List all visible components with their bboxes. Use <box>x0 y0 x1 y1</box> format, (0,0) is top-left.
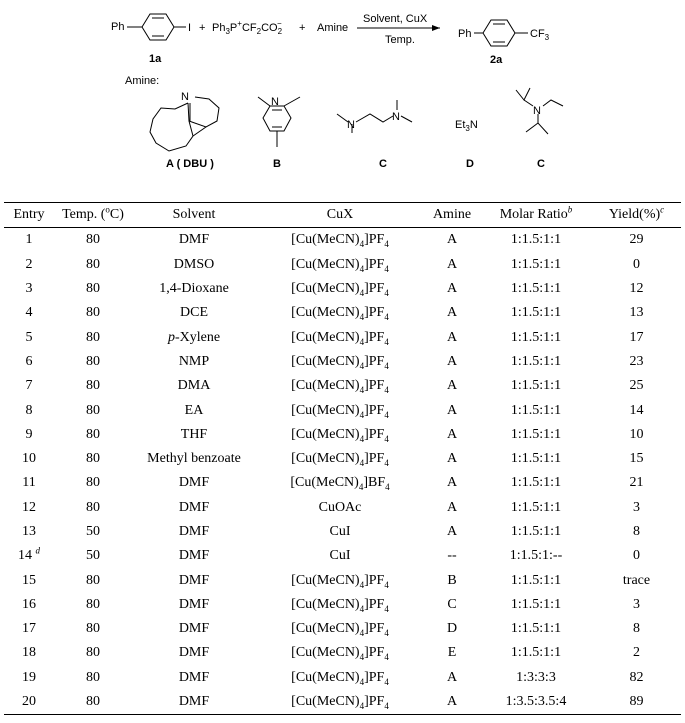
cell-amine: A <box>446 329 458 345</box>
cell-entry: 18 <box>22 645 36 661</box>
cell-temp: 80 <box>86 329 100 345</box>
cell-yield: 25 <box>629 378 644 394</box>
cell-amine: A <box>446 378 458 394</box>
cell-molar-ratio: 1:1.5:1:1 <box>510 451 562 467</box>
cell-molar-ratio: 1:1.5:1:1 <box>510 402 562 418</box>
cell-amine: A <box>446 669 458 685</box>
cell-temp: 80 <box>86 596 100 612</box>
reactant-iodine-text: I <box>188 22 192 34</box>
cell-cux: CuOAc <box>318 499 362 515</box>
cell-yield: 21 <box>629 475 644 491</box>
reactant-ph-text: Ph <box>111 21 125 33</box>
cell-solvent: DMF <box>178 232 210 248</box>
cell-yield: 8 <box>633 524 640 539</box>
cell-molar-ratio: 1:1.5:1:1 <box>510 256 562 272</box>
cell-entry: 7 <box>25 378 33 394</box>
cell-yield: 14 <box>629 402 644 418</box>
cell-molar-ratio: 1:1.5:1:1 <box>510 499 562 515</box>
cell-entry: 6 <box>25 353 33 369</box>
cell-cux: $[Cu(MeCN)_4]BF_4$ <box>290 475 390 493</box>
cell-molar-ratio: 1:3.5:3.5:4 <box>505 694 567 710</box>
table-row <box>4 325 681 349</box>
cell-cux: $[Cu(MeCN)_4]PF_4$ <box>291 256 389 274</box>
cell-solvent: DMF <box>178 548 210 564</box>
table-row <box>4 666 681 690</box>
amine-b-n-atom: N <box>271 96 279 108</box>
amine-c-n-atom-2: N <box>392 111 400 123</box>
cell-cux: $[Cu(MeCN)_4]PF_4$ <box>291 402 389 420</box>
header-molar-ratio: Molar Ratio$^b$ <box>499 204 573 223</box>
compound-2a-label: 2a <box>490 54 503 66</box>
cell-molar-ratio: 1:1.5:1:1 <box>510 426 562 442</box>
cell-amine: A <box>446 402 458 418</box>
cell-temp: 80 <box>86 426 100 442</box>
amine-a-label: A ( DBU ) <box>166 158 214 170</box>
cell-temp: 80 <box>86 378 100 394</box>
cell-entry: 14 $^d$ <box>18 545 40 564</box>
cell-entry: 8 <box>25 402 33 418</box>
cell-entry: 15 <box>22 572 36 588</box>
cell-yield: 23 <box>629 353 644 369</box>
cell-temp: 80 <box>86 621 100 637</box>
cell-cux: $[Cu(MeCN)_4]PF_4$ <box>291 281 389 298</box>
cell-cux: CuI <box>329 548 351 564</box>
header-yield: Yield(%)$^c$ <box>608 204 665 223</box>
cell-cux: $[Cu(MeCN)_4]PF_4$ <box>291 329 389 347</box>
product-2a <box>458 20 550 66</box>
table-row <box>4 447 681 471</box>
cell-solvent: p-Xylene <box>167 329 221 345</box>
cell-temp: 80 <box>86 669 100 685</box>
cell-temp: 80 <box>86 232 100 248</box>
cell-solvent: DMF <box>178 499 210 515</box>
header-temp: Temp. ($^o$C) <box>62 204 124 223</box>
cell-yield: 89 <box>629 694 644 710</box>
difluoro-reagent: $Ph_3P^+CF_2CO_2-$ <box>212 19 283 36</box>
cell-temp: 80 <box>86 281 100 297</box>
cell-solvent: DMF <box>178 572 210 588</box>
cell-yield: trace <box>622 572 651 588</box>
cell-temp: 80 <box>86 256 100 272</box>
table-row <box>4 471 681 495</box>
cell-solvent: DMF <box>178 596 210 612</box>
cell-entry: 16 <box>22 596 36 612</box>
cell-molar-ratio: 1:1.5:1:1 <box>510 572 562 588</box>
compound-1a-label: 1a <box>149 53 162 65</box>
cell-molar-ratio: 1:1.5:1:1 <box>510 596 562 612</box>
reaction-arrow <box>357 13 440 46</box>
table-row <box>4 544 681 568</box>
arrow-conditions-bottom: Temp. <box>385 34 415 46</box>
table-header-row <box>4 203 681 228</box>
product-cf3-text: $CF_3$ <box>530 28 550 42</box>
cell-cux: $[Cu(MeCN)_4]PF_4$ <box>291 694 389 711</box>
cell-yield: 12 <box>629 281 644 297</box>
cell-temp: 80 <box>86 305 100 321</box>
cell-amine: A <box>446 281 458 297</box>
cell-cux: $[Cu(MeCN)_4]PF_4$ <box>291 232 389 250</box>
cell-entry: 9 <box>25 426 33 442</box>
plus-sign-2: + <box>299 22 306 34</box>
cell-molar-ratio: 1:3:3:3 <box>516 669 556 685</box>
table-row <box>4 350 681 374</box>
amine-c-n-atom-1: N <box>347 119 355 131</box>
cell-solvent: EA <box>184 402 204 418</box>
arrow-conditions-top: Solvent, CuX <box>363 13 428 25</box>
cell-cux: $[Cu(MeCN)_4]PF_4$ <box>291 378 389 396</box>
reaction-scheme <box>0 0 685 190</box>
cell-molar-ratio: 1:1.5:1:1 <box>510 378 562 394</box>
cell-amine: A <box>446 256 458 272</box>
cell-amine: A <box>446 232 458 248</box>
cell-yield: 15 <box>629 451 644 467</box>
cell-cux: $[Cu(MeCN)_4]PF_4$ <box>291 596 389 614</box>
cell-entry: 10 <box>22 451 36 467</box>
cell-molar-ratio: 1:1.5:1:1 <box>510 353 562 369</box>
amine-d-label: D <box>466 158 474 170</box>
table-row <box>4 277 681 301</box>
cell-cux: $[Cu(MeCN)_4]PF_4$ <box>291 669 389 687</box>
cell-temp: 80 <box>86 572 100 588</box>
cell-molar-ratio: 1:1.5:1:1 <box>510 621 562 637</box>
cell-amine: E <box>447 645 457 661</box>
cell-amine: A <box>446 451 458 467</box>
amine-dipea-n-atom: N <box>533 105 541 117</box>
cell-temp: 50 <box>86 524 100 539</box>
cell-solvent: 1,4-Dioxane <box>159 281 229 297</box>
cell-yield: 29 <box>629 232 644 248</box>
cell-amine: A <box>446 694 458 710</box>
amine-a-dbu-structure <box>150 97 219 151</box>
table-row <box>4 690 681 715</box>
cell-temp: 80 <box>86 645 100 661</box>
cell-temp: 80 <box>86 475 100 491</box>
cell-entry: 12 <box>22 499 36 515</box>
cell-temp: 80 <box>86 499 100 515</box>
table-row <box>4 228 681 253</box>
cell-yield: 0 <box>633 548 640 564</box>
cell-cux: $[Cu(MeCN)_4]PF_4$ <box>291 645 389 663</box>
cell-solvent: Methyl benzoate <box>147 451 241 467</box>
cell-entry: 5 <box>25 329 33 345</box>
cell-entry: 20 <box>22 694 36 710</box>
cell-yield: 3 <box>633 499 640 515</box>
cell-solvent: DMA <box>177 378 211 394</box>
cell-entry: 1 <box>25 232 33 248</box>
header-entry: Entry <box>13 207 45 223</box>
cell-solvent: DMF <box>178 475 210 491</box>
cell-solvent: DMSO <box>173 256 215 272</box>
plus-sign-1: + <box>199 22 206 34</box>
cell-yield: 3 <box>633 596 640 612</box>
product-ph-text: Ph <box>458 28 472 40</box>
cell-yield: 8 <box>633 621 640 637</box>
amine-d-formula: $Et_3N$ <box>455 119 478 133</box>
cell-solvent: NMP <box>178 353 210 369</box>
cell-amine: A <box>446 475 458 491</box>
table-row <box>4 301 681 325</box>
cell-entry: 4 <box>25 305 33 321</box>
cell-molar-ratio: 1:1.5:1:1 <box>510 329 562 345</box>
cell-entry: 13 <box>22 524 36 539</box>
cell-yield: 2 <box>633 645 640 661</box>
cell-amine: D <box>446 621 458 637</box>
cell-molar-ratio: 1:1.5:1:1 <box>510 645 562 661</box>
cell-yield: 13 <box>629 305 644 321</box>
cell-solvent: DMF <box>178 621 210 637</box>
cell-amine: A <box>446 499 458 515</box>
table-row <box>4 568 681 592</box>
table-row <box>4 520 681 544</box>
table-row <box>4 374 681 398</box>
amine-heading: Amine: <box>125 75 160 87</box>
optimization-table <box>4 202 681 715</box>
cell-solvent: THF <box>180 426 208 442</box>
header-cux: CuX <box>326 207 354 223</box>
cell-amine: -- <box>447 548 457 564</box>
cell-yield: 10 <box>629 426 644 442</box>
amine-b-structure <box>258 97 300 147</box>
cell-solvent: DMF <box>178 524 210 539</box>
cell-amine: A <box>446 426 458 442</box>
cell-yield: 82 <box>629 669 644 685</box>
cell-molar-ratio: 1:1.5:1:1 <box>510 305 562 321</box>
cell-amine: B <box>447 572 457 588</box>
cell-temp: 80 <box>86 353 100 369</box>
cell-solvent: DCE <box>180 305 208 321</box>
cell-temp: 80 <box>86 694 100 710</box>
cell-molar-ratio: 1:1.5:1:1 <box>510 475 562 491</box>
cell-entry: 11 <box>22 475 36 491</box>
amine-word: Amine <box>317 22 349 34</box>
table-row <box>4 496 681 520</box>
cell-solvent: DMF <box>178 645 210 661</box>
cell-cux: $[Cu(MeCN)_4]PF_4$ <box>291 305 389 323</box>
table-row <box>4 617 681 641</box>
cell-yield: 17 <box>629 329 644 345</box>
cell-molar-ratio: 1:1.5:1:1 <box>510 281 562 297</box>
cell-entry: 19 <box>22 669 36 685</box>
table-row <box>4 641 681 665</box>
cell-amine: A <box>446 353 458 369</box>
cell-temp: 50 <box>86 548 100 564</box>
cell-entry: 17 <box>22 621 36 637</box>
table-row <box>4 593 681 617</box>
cell-solvent: DMF <box>178 694 210 710</box>
header-solvent: Solvent <box>172 207 216 223</box>
cell-entry: 2 <box>25 256 33 272</box>
table-body <box>4 228 681 715</box>
cell-cux: $[Cu(MeCN)_4]PF_4$ <box>291 426 389 444</box>
cell-temp: 80 <box>86 451 100 467</box>
cell-yield: 0 <box>633 256 640 272</box>
reactant-1a <box>111 14 191 65</box>
cell-cux: $[Cu(MeCN)_4]PF_4$ <box>291 572 389 590</box>
cell-solvent: DMF <box>178 669 210 685</box>
cell-entry: 3 <box>25 281 33 297</box>
cell-molar-ratio: 1:1.5:1:-- <box>509 548 563 564</box>
cell-amine: C <box>447 596 457 612</box>
cell-cux: $[Cu(MeCN)_4]PF_4$ <box>291 451 389 468</box>
cell-amine: A <box>446 305 458 321</box>
amine-c-label: C <box>379 158 387 170</box>
header-amine: Amine <box>432 207 472 223</box>
table-row <box>4 423 681 447</box>
amine-b-label: B <box>273 158 281 170</box>
table-row <box>4 398 681 422</box>
cell-cux: $[Cu(MeCN)_4]PF_4$ <box>291 353 389 371</box>
table-row <box>4 253 681 277</box>
cell-cux: CuI <box>329 524 351 539</box>
amine-a-n-atom: N <box>181 91 189 103</box>
cell-temp: 80 <box>86 402 100 418</box>
cell-molar-ratio: 1:1.5:1:1 <box>510 232 562 248</box>
amine-dipea-label: C <box>537 158 545 170</box>
cell-cux: $[Cu(MeCN)_4]PF_4$ <box>291 621 389 638</box>
cell-molar-ratio: 1:1.5:1:1 <box>510 524 562 539</box>
cell-amine: A <box>446 524 458 539</box>
